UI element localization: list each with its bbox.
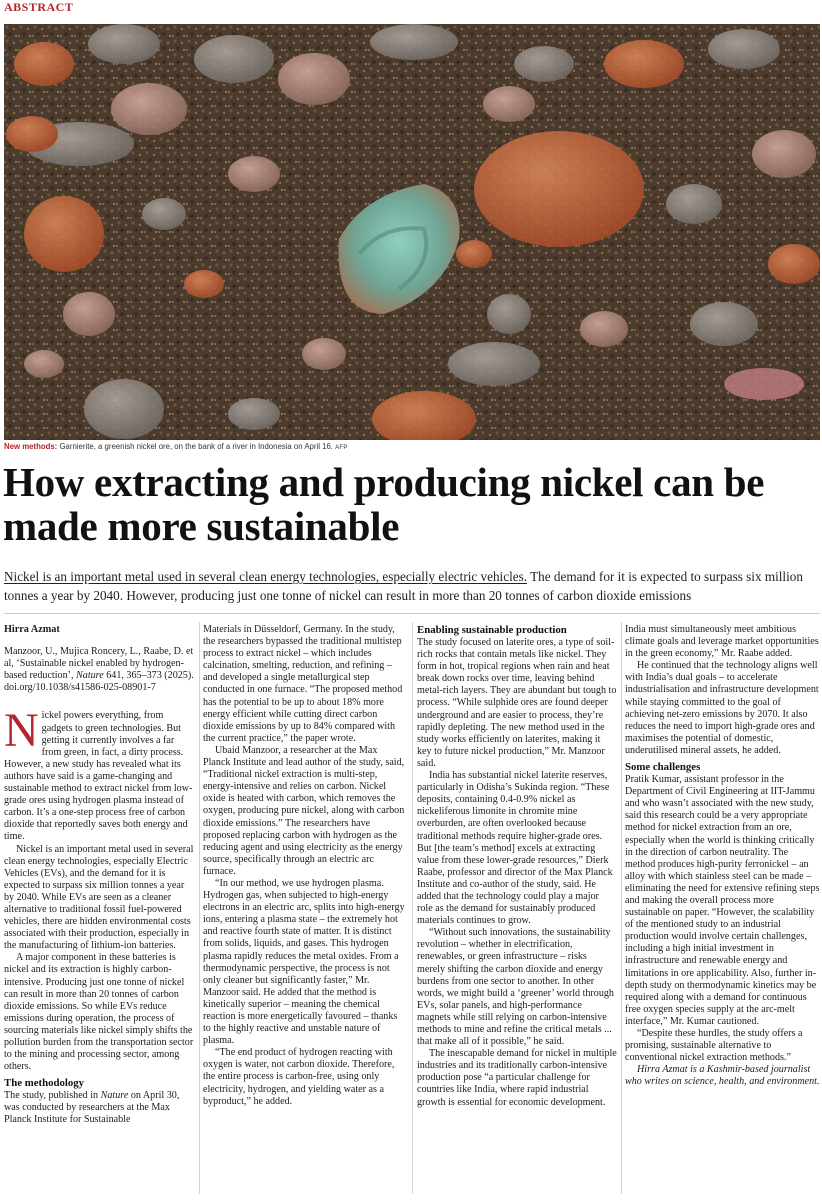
column-divider: [199, 622, 200, 1194]
standfirst: [4, 567, 816, 605]
headline: How extracting and producing nickel can be made more sustainable: [3, 459, 765, 549]
section-rule: [4, 613, 820, 614]
paragraph: Nickel powers everything, from gadgets to green technologies. But getting it currently involves a far from green, in fact, a dirty process. However, a new study has revealed what its authors have said is a game-changing and sustainable method to extract nickel from low-grade ores using hydrogen plasma instead of carbon. It’s a one-step process free of carbon dioxide that reportedly saves both energy and time.: [4, 704, 193, 843]
paragraph: The study focused on laterite ores, a type of soil-rich rocks that contain metals like nickel. They form in hot, tropical regions when rain and heat break down rocks over time, leaving behind metal-rich layers. They are abundant but tough to process. “While sulphide ores are found deeper underground and are easier to process, they’re rapidly depleting. The new method used in the study works efficiently on laterites, making it key to future nickel production,” Mr. Manzoor said.: [417, 637, 617, 769]
section-label: ABSTRACT: [4, 0, 74, 14]
paragraph: “Without such innovations, the sustainability revolution – whether in electrification, renewables, or green infrastructure – risks merely shifting the carbon dioxide and energy burdens from one sector to another. In other words, we might build a ‘greener’ world through EVs, solar panels, and high-performance magnets while still relying on carbon-intensive methods to mine and refine the critical metals ... that make all of it possible,” he said.: [417, 927, 614, 1048]
paragraph: India must simultaneously meet ambitious climate goals and leverage market opportunities in the green economy,” Mr. Raabe added.: [625, 624, 819, 660]
ore-photo: [4, 24, 820, 440]
riverbank-stones-image: [4, 24, 820, 440]
paragraph: Pratik Kumar, assistant professor in the Department of Civil Engineering at IIT-Jammu and who wasn’t associated with the new study, said this research could be a very appropriate method for nickel extraction from an ore, especially when the world is thinking critically in the direction of carbon neutrality. The method produces high-purity ferronickel – an alloy with which stainless steel can be made – eliminating the need for extensive refining steps and making the overall process more sustainable on paper. “However, the scalability of the mentioned study to an industrial production would involve certain challenges, including a high initial investment in infrastructure and renewable energy and limitations in ore applicability. Also, further in-depth study on thermodynamic kinetics may be required along with a demand for continuous free oxygen species supply at the arc-melt interface,” Mr. Kumar cautioned.: [625, 774, 820, 1027]
photo-caption: [4, 441, 820, 455]
study-reference: [4, 646, 196, 694]
paragraph: “The end product of hydrogen reacting with oxygen is water, not carbon dioxide. Therefore, the entire process is carbon-free, using only electricity, hydrogen, and yielding water as a byproduct,” he added.: [203, 1047, 395, 1107]
author-note: Hirra Azmat is a Kashmir-based journalist who writes on science, health, and environment.: [625, 1064, 820, 1088]
paragraph: Materials in Düsseldorf, Germany. In the study, the researchers bypassed the traditional multistep process to extract nickel – which includes calcination, smelting, reduction, and refining – and developed a single metallurgical step conducted in one furnace. “The proposed method has the potential to be up to about 18% more energy efficient while cutting direct carbon dioxide emissions by up to 84% compared with the current practice,” the paper wrote.: [203, 624, 403, 744]
reference-details: 641, 365–373 (2025). doi.org/10.1038/s41586-025-08901-7: [4, 670, 194, 694]
article-column-4: [625, 624, 820, 1088]
paragraph: The inescapable demand for nickel in multiple industries and its traditionally carbon-intensive production pose “a particular challenge for countries like India, where rapid industrial growth is essential for economic development.: [417, 1048, 617, 1108]
subheading-challenges: Some challenges: [625, 761, 701, 774]
column-divider: [412, 622, 413, 1194]
paragraph: Ubaid Manzoor, a researcher at the Max Planck Institute and lead author of the study, said, “Traditional nickel extraction is multi-step, energy-intensive and relies on carbon. Nickel oxide is heated with carbon, which removes the oxygen, producing pure nickel, along with carbon dioxide emissions.” The researchers have proposed replacing carbon with hydrogen as the reducing agent and using electricity as the energy source, specifically through an electric arc furnace.: [203, 744, 405, 877]
reference-journal: Nature: [76, 670, 104, 682]
caption-lead: New methods:: [4, 442, 58, 451]
caption-credit: AFP: [335, 445, 348, 451]
paragraph: Nickel is an important metal used in several clean energy technologies, especially Electric Vehicles (EVs), and the demand for it is expected to surpass six million tonnes a year by 2040. While EVs are seen as a cleaner alternative to traditional fossil fuel-powered vehicles, there are hidden environmental costs associated with their production, especially in the manufacturing of lithium-ion batteries.: [4, 843, 194, 952]
article-column-2: [203, 624, 407, 1108]
standfirst-rest: The demand for it is expected to surpass six million tonnes a year by 2040. However, producing just one tonne of nickel can result in more than 20 tonnes of carbon dioxide emissions: [4, 569, 803, 603]
caption-text: Garnierite, a greenish nickel ore, on the bank of a river in Indonesia on April 16.: [57, 442, 336, 451]
paragraph: The study, published in Nature on April 30, was conducted by researchers at the Max Planck Institute for Sustainable: [4, 1090, 180, 1126]
paragraph: “Despite these hurdles, the study offers a promising, sustainable alternative to conventional nickel extraction methods.”: [625, 1028, 803, 1064]
reference-authors: Manzoor, U., Mujica Roncery, L., Raabe, D. et al, ‘Sustainable nickel enabled by hydrogen-based reduction’,: [4, 646, 194, 682]
article-column-1: [4, 624, 196, 1127]
paragraph: India has substantial nickel laterite reserves, particularly in Odisha’s Sukinda region. “These deposits, containing 0.4-0.9% nickel as nickeliferous limonite in chromite mine overburden, are often overlooked because traditional methods require higher-grade ores. But [the team’s method] excels at extracting value from these lower-grade resources,” Dierk Raabe, professor and director of the Max Planck Institute and co-author of the study, said. He added that the technology could play a major role as the demand for sustainably produced materials continues to grow.: [417, 770, 613, 927]
standfirst-lead: Nickel is an important metal used in several clean energy technologies, especially electric vehicles.: [4, 569, 528, 584]
paragraph: “In our method, we use hydrogen plasma. Hydrogen gas, when subjected to high-energy electrons in an electric arc, splits into high-energy ions, entering a plasma state – the extremely hot and reactive fourth state of matter. It is distinct from solids, liquids, and gases. This hydrogen plasma rapidly reduces the metal oxides. From a thermodynamic perspective, the process is not only cleaner but significantly faster,” Mr. Manzoor said. He added that the method is kinetically superior – meaning the chemical reaction is more energetically favoured – thanks to the highly reactive and unstable nature of plasma.: [203, 877, 405, 1047]
subheading-methodology: The methodology: [4, 1077, 85, 1090]
paragraph: He continued that the technology aligns well with India’s dual goals – to accelerate industrialisation and infrastructure development while staying committed to the goal of achieving net-zero emissions by 2070. It also reduces the need to import high-grade ores and maximises the potential of domestic, underutilised mineral assets, he added.: [625, 660, 819, 756]
subheading-sustainable-production: Enabling sustainable production: [417, 624, 567, 636]
column-divider: [621, 622, 622, 1194]
drop-cap: N: [4, 704, 39, 758]
byline: Hirra Azmat: [4, 624, 60, 635]
article-column-3: [417, 624, 617, 1109]
paragraph: A major component in these batteries is nickel and its extraction is highly carbon-intensive. Producing just one tonne of nickel can result in more than 20 tonnes of carbon dioxide emissions. So while EVs reduce emissions during operation, the process of sourcing materials like nickel simply shifts the pollution burden from the transportation sector to the mining and processing sector, among others.: [4, 952, 194, 1073]
